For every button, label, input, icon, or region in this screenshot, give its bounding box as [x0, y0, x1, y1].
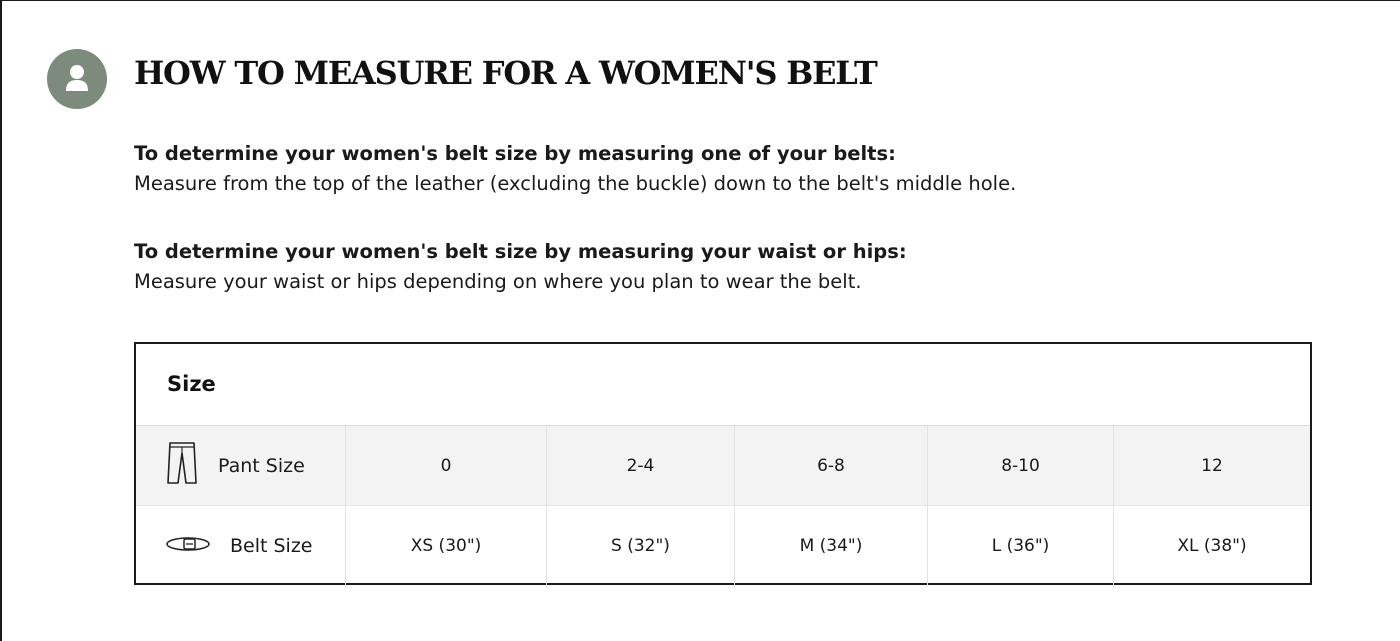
- pants-icon: [166, 441, 198, 490]
- table-cell: 8-10: [927, 426, 1113, 505]
- table-cell: 0: [345, 426, 546, 505]
- table-cell: XS (30"): [345, 506, 546, 586]
- table-cell: 6-8: [734, 426, 927, 505]
- page-title: HOW TO MEASURE FOR A WOMEN'S BELT: [134, 54, 877, 92]
- table-cell: M (34"): [734, 506, 927, 586]
- instruction-block-belt: [134, 139, 1016, 199]
- size-table: [134, 342, 1312, 585]
- instruction-block-waist: [134, 237, 907, 297]
- row-label: Pant Size: [218, 454, 305, 477]
- row-label-cell: [136, 506, 345, 586]
- row-label-cell: [136, 426, 345, 505]
- instruction-text: Measure from the top of the leather (excluding the buckle) down to the belt's middle hole.: [134, 172, 1017, 195]
- table-header: [136, 344, 1310, 426]
- row-label: Belt Size: [230, 535, 313, 557]
- table-row-pant-size: [136, 426, 1310, 506]
- instruction-text: Measure your waist or hips depending on where you plan to wear the belt.: [134, 270, 862, 293]
- table-cell: XL (38"): [1113, 506, 1310, 586]
- avatar: [47, 49, 107, 109]
- table-cell: 12: [1113, 426, 1310, 505]
- person-icon: [47, 49, 107, 109]
- instruction-heading: To determine your women's belt size by measuring your waist or hips:: [134, 240, 907, 263]
- table-cell: S (32"): [546, 506, 734, 586]
- belt-icon: [166, 534, 210, 559]
- table-header-label: Size: [167, 372, 216, 396]
- table-cell: 2-4: [546, 426, 734, 505]
- table-cell: L (36"): [927, 506, 1113, 586]
- instruction-heading: To determine your women's belt size by measuring one of your belts:: [134, 142, 896, 165]
- table-row-belt-size: [136, 506, 1310, 586]
